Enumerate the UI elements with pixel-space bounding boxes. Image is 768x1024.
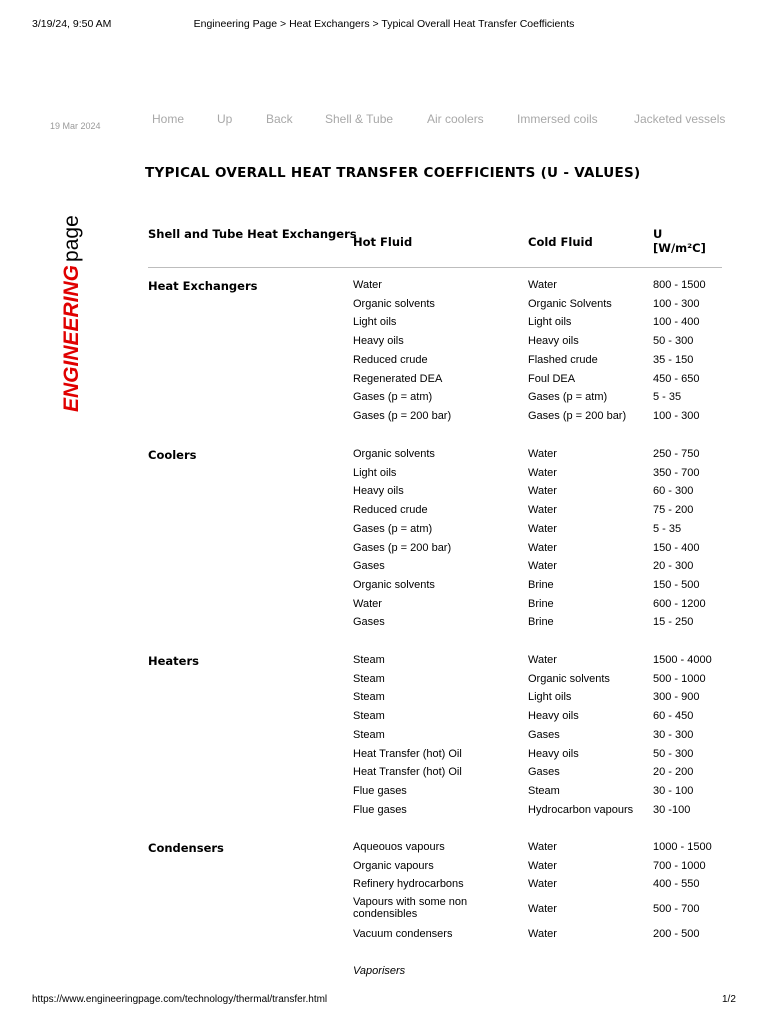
u-value-cell: 50 - 300 (653, 747, 694, 760)
u-value-cell: 100 - 300 (653, 409, 700, 422)
table-row (0, 785, 768, 803)
cold-fluid-cell: Heavy oils (528, 335, 579, 348)
u-value-cell: 150 - 400 (653, 541, 700, 554)
print-breadcrumb: Engineering Page > Heat Exchangers > Typical Overall Heat Transfer Coefficients (193, 18, 575, 30)
u-value-cell: 400 - 550 (653, 878, 700, 891)
hot-fluid-cell: Organic solvents (353, 448, 435, 460)
cold-fluid-cell: Organic Solvents (528, 297, 612, 310)
hot-fluid-cell: Steam (353, 728, 385, 741)
u-value-cell: 15 - 250 (653, 616, 694, 629)
page-date: 19 Mar 2024 (50, 121, 101, 131)
u-value-cell: 100 - 300 (653, 297, 700, 310)
u-value-cell: 20 - 200 (653, 766, 694, 779)
cold-fluid-cell: Gases (p = atm) (528, 391, 608, 404)
table-row (0, 878, 768, 896)
nav-shell-tube-link[interactable]: Shell & Tube (325, 112, 394, 126)
table-row (0, 729, 768, 747)
hot-fluid-cell: Water (353, 597, 382, 610)
group-name: Coolers (148, 448, 197, 462)
table-row (0, 391, 768, 409)
table-row (0, 410, 768, 428)
cold-fluid-cell: Heavy oils (528, 747, 579, 760)
hot-fluid-cell: Gases (p = 200 bar) (353, 409, 452, 422)
header-u-unit: [W/m²C] (653, 241, 706, 255)
logo-part-engineering: ENGINEERING (60, 264, 83, 412)
cold-fluid-cell: Brine (528, 578, 554, 591)
hot-fluid-cell: Heavy oils (353, 485, 404, 498)
hot-fluid-cell: Steam (353, 672, 385, 685)
u-value-cell: 350 - 700 (653, 466, 700, 479)
table-row (0, 748, 768, 766)
u-value-cell: 5 - 35 (653, 522, 682, 535)
u-value-cell: 1500 - 4000 (653, 654, 712, 666)
table-row (0, 579, 768, 597)
nav-home-link[interactable]: Home (152, 112, 185, 126)
u-value-cell: 250 - 750 (653, 448, 700, 460)
hot-fluid-cell: Aqueouos vapours (353, 841, 445, 853)
hot-fluid-cell: Organic solvents (353, 297, 435, 310)
table-row (0, 616, 768, 634)
hot-fluid-cell: Heat Transfer (hot) Oil (353, 766, 462, 779)
nav-back-link[interactable]: Back (266, 112, 293, 126)
cold-fluid-cell: Water (528, 560, 557, 573)
u-value-cell: 30 -100 (653, 803, 691, 816)
hot-fluid-cell: Steam (353, 654, 385, 666)
cold-fluid-cell: Gases (p = 200 bar) (528, 409, 627, 422)
hot-fluid-cell: Gases (p = 200 bar) (353, 541, 452, 554)
table-row (0, 316, 768, 334)
u-value-cell: 300 - 900 (653, 691, 700, 704)
cold-fluid-cell: Light oils (528, 691, 572, 704)
u-value-cell: 100 - 400 (653, 316, 700, 329)
u-value-cell: 600 - 1200 (653, 597, 706, 610)
table-row (0, 467, 768, 485)
table-row (0, 766, 768, 784)
cold-fluid-cell: Water (528, 927, 557, 940)
hot-fluid-cell: Water (353, 279, 382, 291)
table-row (0, 928, 768, 946)
hot-fluid-cell: Refinery hydrocarbons (353, 878, 464, 891)
hot-fluid-cell: Reduced crude (353, 353, 428, 366)
hot-fluid-cell: Steam (353, 710, 385, 723)
u-value-cell: 75 - 200 (653, 504, 694, 517)
hot-fluid-cell: Organic solvents (353, 578, 435, 591)
nav-air-coolers-link[interactable]: Air coolers (427, 112, 484, 126)
cold-fluid-cell: Water (528, 448, 557, 460)
table-row (0, 373, 768, 391)
table-row (0, 896, 768, 921)
table-row (0, 673, 768, 691)
header-cold-fluid: Cold Fluid (528, 235, 593, 249)
u-value-cell: 35 - 150 (653, 353, 694, 366)
cold-fluid-cell: Steam (528, 784, 560, 797)
table-row (0, 523, 768, 541)
print-page-number: 1/2 (722, 994, 736, 1005)
cold-fluid-cell: Water (528, 541, 557, 554)
cold-fluid-cell: Water (528, 485, 557, 498)
group-name: Heaters (148, 654, 199, 668)
cold-fluid-cell: Water (528, 878, 557, 891)
header-u: U (653, 227, 663, 241)
hot-fluid-cell: Organic vapours (353, 859, 434, 872)
cold-fluid-cell: Water (528, 279, 557, 291)
next-section-label: Vaporisers (353, 965, 406, 977)
header-hot-fluid: Hot Fluid (353, 235, 413, 249)
table-row (0, 598, 768, 616)
logo-part-page: page (60, 215, 83, 262)
nav-immersed-coils-link[interactable]: Immersed coils (517, 112, 598, 126)
table-header (0, 225, 768, 265)
u-value-cell: 500 - 700 (653, 903, 700, 916)
print-url: https://www.engineeringpage.com/technology/thermal/transfer.html (32, 994, 328, 1005)
table-row (0, 560, 768, 578)
cold-fluid-cell: Hydrocarbon vapours (528, 803, 634, 816)
cold-fluid-cell: Organic solvents (528, 672, 610, 685)
table-row (0, 804, 768, 822)
table-row (0, 335, 768, 353)
u-value-cell: 150 - 500 (653, 578, 700, 591)
hot-fluid-cell: Heavy oils (353, 335, 404, 348)
table-row (0, 841, 768, 859)
cold-fluid-cell: Water (528, 859, 557, 872)
cold-fluid-cell: Brine (528, 616, 554, 629)
cold-fluid-cell: Foul DEA (528, 372, 576, 385)
u-value-cell: 30 - 300 (653, 728, 694, 741)
u-value-cell: 20 - 300 (653, 560, 694, 573)
table-row (0, 860, 768, 878)
table-row (0, 654, 768, 672)
hot-fluid-cell: Regenerated DEA (353, 372, 443, 385)
table-row (0, 279, 768, 297)
table-row (0, 504, 768, 522)
u-value-cell: 700 - 1000 (653, 859, 706, 872)
table-row (0, 448, 768, 466)
cold-fluid-cell: Gases (528, 728, 560, 741)
table-row (0, 542, 768, 560)
hot-fluid-cell: Flue gases (353, 803, 407, 816)
u-value-cell: 500 - 1000 (653, 672, 706, 685)
cold-fluid-cell: Heavy oils (528, 710, 579, 723)
table-row (0, 298, 768, 316)
hot-fluid-cell: Vacuum condensers (353, 927, 453, 940)
u-value-cell: 450 - 650 (653, 372, 700, 385)
cold-fluid-cell: Flashed crude (528, 353, 598, 366)
cold-fluid-cell: Water (528, 903, 557, 916)
table-row (0, 485, 768, 503)
u-value-cell: 800 - 1500 (653, 279, 706, 291)
table-row (0, 354, 768, 372)
u-value-cell: 1000 - 1500 (653, 841, 712, 853)
hot-fluid-cell: Steam (353, 691, 385, 704)
cold-fluid-cell: Brine (528, 597, 554, 610)
hot-fluid-cell: Light oils (353, 466, 397, 479)
nav-jacketed-vessels-link[interactable]: Jacketed vessels (634, 112, 726, 126)
nav-up-link[interactable]: Up (217, 112, 233, 126)
hot-fluid-cell: Reduced crude (353, 504, 428, 517)
hot-fluid-cell: Gases (353, 616, 385, 629)
page-title: TYPICAL OVERALL HEAT TRANSFER COEFFICIENTS (U - VALUES) (145, 165, 641, 181)
hot-fluid-cell: Gases (p = atm) (353, 522, 433, 535)
hot-fluid-cell: Gases (p = atm) (353, 391, 433, 404)
hot-fluid-cell: Heat Transfer (hot) Oil (353, 747, 462, 760)
group-name: Condensers (148, 841, 224, 855)
cold-fluid-cell: Water (528, 654, 557, 666)
cold-fluid-cell: Water (528, 504, 557, 517)
header-divider (148, 267, 722, 268)
cold-fluid-cell: Gases (528, 766, 560, 779)
u-value-cell: 200 - 500 (653, 927, 700, 940)
u-value-cell: 30 - 100 (653, 784, 694, 797)
u-value-cell: 5 - 35 (653, 391, 682, 404)
print-header (0, 0, 768, 32)
table-row (0, 710, 768, 728)
cold-fluid-cell: Water (528, 841, 557, 853)
hot-fluid-cell: Vapours with some non condensibles (353, 896, 468, 921)
table-row (0, 691, 768, 709)
cold-fluid-cell: Water (528, 466, 557, 479)
hot-fluid-cell: Light oils (353, 316, 397, 329)
u-value-cell: 60 - 450 (653, 710, 694, 723)
cold-fluid-cell: Light oils (528, 316, 572, 329)
hot-fluid-cell: Flue gases (353, 784, 407, 797)
group-name: Heat Exchangers (148, 279, 258, 293)
print-datetime: 3/19/24, 9:50 AM (32, 18, 112, 30)
hot-fluid-cell: Gases (353, 560, 385, 573)
header-category: Shell and Tube Heat Exchangers (148, 227, 357, 241)
cold-fluid-cell: Water (528, 522, 557, 535)
u-value-cell: 60 - 300 (653, 485, 694, 498)
u-value-cell: 50 - 300 (653, 335, 694, 348)
